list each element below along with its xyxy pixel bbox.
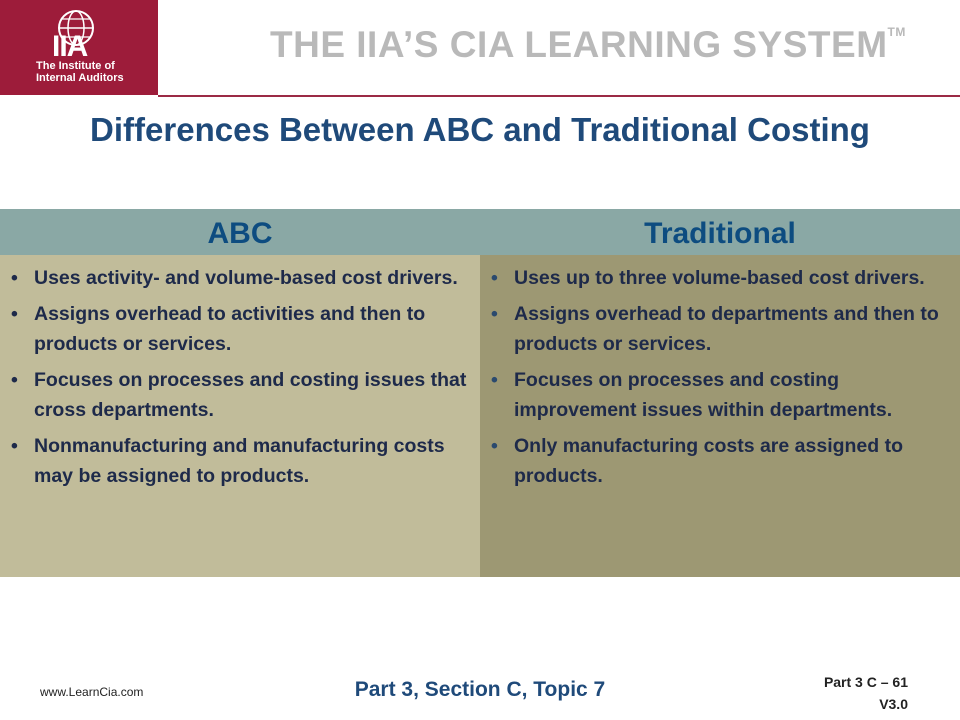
bullet-icon: • — [491, 303, 498, 325]
iia-logo — [0, 0, 158, 95]
bullet-icon: • — [11, 267, 18, 289]
list-item — [480, 365, 960, 425]
brand-title — [270, 24, 906, 66]
bullet-text: Focuses on processes and costing improvement issues within departments. — [514, 369, 893, 421]
trademark-mark: TM — [887, 24, 906, 39]
page-number: Part 3 C – 61 — [823, 674, 908, 690]
list-item — [0, 299, 480, 359]
brand-title-text: THE IIA’S CIA LEARNING SYSTEM — [270, 24, 888, 65]
bullet-icon: • — [11, 369, 18, 391]
version-label: V3.0 — [879, 696, 908, 712]
column-body-abc — [0, 255, 480, 577]
footer-topic: Part 3, Section C, Topic 7 — [354, 678, 606, 701]
logo-org-name — [36, 60, 124, 84]
bullet-text: Assigns overhead to departments and then to products or services. — [514, 303, 939, 355]
comparison-table — [0, 209, 960, 577]
bullet-icon: • — [491, 369, 498, 391]
footer-url[interactable]: www.LearnCia.com — [40, 685, 144, 699]
bullet-text: Uses up to three volume-based cost drivers. — [514, 267, 925, 289]
column-body-traditional — [480, 255, 960, 577]
logo-mark: IIA — [52, 30, 88, 63]
bullet-icon: • — [491, 435, 498, 457]
bullet-icon: • — [11, 303, 18, 325]
column-heading-abc: ABC — [0, 209, 480, 255]
footer-page-info — [824, 671, 908, 715]
logo-org-line2: Internal Auditors — [36, 72, 124, 84]
logo-org-line1: The Institute of — [36, 60, 115, 72]
column-heading-traditional: Traditional — [480, 209, 960, 255]
bullet-text: Assigns overhead to activities and then to products or services. — [34, 303, 426, 355]
abc-bullet-list — [0, 263, 480, 491]
list-item — [480, 263, 960, 293]
bullet-text: Nonmanufacturing and manufacturing costs may be assigned to products. — [34, 435, 445, 487]
traditional-bullet-list — [480, 263, 960, 491]
list-item — [480, 431, 960, 491]
bullet-text: Only manufacturing costs are assigned to products. — [514, 435, 904, 487]
bullet-text: Focuses on processes and costing issues that cross departments. — [34, 369, 467, 421]
bullet-icon: • — [491, 267, 498, 289]
list-item — [0, 365, 480, 425]
bullet-text: Uses activity- and volume-based cost drivers. — [34, 267, 458, 289]
header-divider — [158, 95, 960, 97]
list-item — [0, 263, 480, 293]
bullet-icon: • — [11, 435, 18, 457]
list-item — [0, 431, 480, 491]
page-title: Differences Between ABC and Traditional Costing — [90, 111, 870, 148]
list-item — [480, 299, 960, 359]
